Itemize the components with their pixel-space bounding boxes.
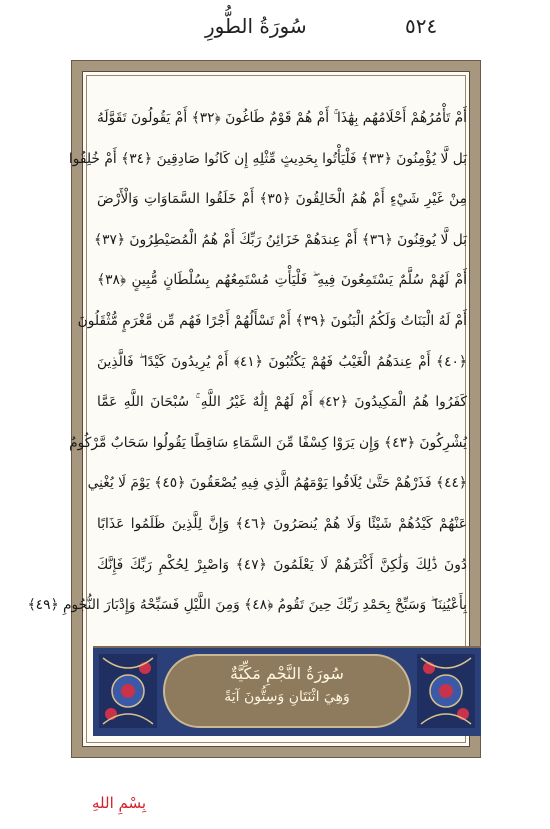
text-line: ﴿٤٤﴾ فَذَرْهُمْ حَتَّىٰ يُلَاقُوا يَوْمَهُمُ الَّذِي فِيهِ يُصْعَقُونَ ﴿٤٥﴾ يَوْمَ لَا يُغْنِي <box>87 475 467 492</box>
next-surah-info: وَهِيَ اثْنَتَانِ وَسِتُّونَ آيَةً <box>224 689 350 705</box>
text-line: مِنْ غَيْرِ شَيْءٍ أَمْ هُمُ الْخَالِقُونَ ﴿٣٥﴾ أَمْ خَلَقُوا السَّمَاوَاتِ وَالْأَرْضَ <box>97 191 467 208</box>
text-line: يُشْرِكُونَ ﴿٤٣﴾ وَإِن يَرَوْا كِسْفًا مِّنَ السَّمَاءِ سَاقِطًا يَقُولُوا سَحَابٌ مَّرْكُومٌ <box>69 434 467 451</box>
text-line: كَفَرُوا هُمُ الْمَكِيدُونَ ﴿٤٢﴾ أَمْ لَهُمْ إِلَٰهٌ غَيْرُ اللَّهِ ۚ سُبْحَانَ اللَّهِ عَمَّا <box>97 394 467 411</box>
text-line: بَل لَّا يُؤْمِنُونَ ﴿٣٣﴾ فَلْيَأْتُوا بِحَدِيثٍ مِّثْلِهِ إِن كَانُوا صَادِقِينَ ﴿٣٤﴾ أَمْ خُلِقُوا <box>68 150 467 167</box>
text-line: دُونَ ذَٰلِكَ وَلَٰكِنَّ أَكْثَرَهُمْ لَا يَعْلَمُونَ ﴿٤٧﴾ وَاصْبِرْ لِحُكْمِ رَبِّكَ فَإِنَّكَ <box>97 556 467 573</box>
page-frame-inner <box>27 71 470 747</box>
page-number: ٥٢٤ <box>405 14 438 38</box>
next-surah-title: سُورَةُ النَّجْمِ مَكِّيَّةٌ <box>230 664 344 683</box>
quran-text-block <box>27 98 467 626</box>
text-line: بِأَعْيُنِنَا ۖ وَسَبِّحْ بِحَمْدِ رَبِّكَ حِينَ تَقُومُ ﴿٤٨﴾ وَمِنَ اللَّيْلِ فَسَبِّحْهُ وَإِدْبَارَ النُّجُومِ ﴿٤٩﴾ <box>27 597 467 614</box>
floral-ornament-icon <box>417 654 475 728</box>
floral-ornament-icon <box>99 654 157 728</box>
text-line: ﴿٤٠﴾ أَمْ عِندَهُمُ الْغَيْبُ فَهُمْ يَكْتُبُونَ ﴿٤١﴾ أَمْ يُرِيدُونَ كَيْدًا ۖ فَالَّذِينَ <box>97 353 467 370</box>
text-line: أَمْ تَأْمُرُهُمْ أَحْلَامُهُم بِهَٰذَا ۚ أَمْ هُمْ قَوْمٌ طَاغُونَ ﴿٣٢﴾ أَمْ يَقُولُونَ تَقَوَّلَهُ <box>97 110 467 126</box>
surah-title: سُورَةُ الطُّورِ <box>205 14 307 38</box>
basmala-catchword: بِسْمِ اللهِ <box>92 794 147 812</box>
text-line: أَمْ لَهُ الْبَنَاتُ وَلَكُمُ الْبَنُونَ ﴿٣٩﴾ أَمْ تَسْأَلُهُمْ أَجْرًا فَهُم مِّن مَّغْرَمٍ مُّثْقَلُونَ <box>77 312 467 329</box>
surah-banner <box>93 646 481 736</box>
text-line: أَمْ لَهُمْ سُلَّمٌ يَسْتَمِعُونَ فِيهِ ۖ فَلْيَأْتِ مُسْتَمِعُهُم بِسُلْطَانٍ مُّبِينٍ ﴿٣٨﴾ <box>97 272 467 289</box>
text-line: عَنْهُمْ كَيْدُهُمْ شَيْئًا وَلَا هُمْ يُنصَرُونَ ﴿٤٦﴾ وَإِنَّ لِلَّذِينَ ظَلَمُوا عَذَابًا <box>97 515 467 532</box>
page-frame <box>27 60 481 758</box>
surah-cartouche <box>163 654 411 728</box>
page-header <box>0 0 550 58</box>
text-line: بَل لَّا يُوقِنُونَ ﴿٣٦﴾ أَمْ عِندَهُمْ خَزَائِنُ رَبِّكَ أَمْ هُمُ الْمُصَيْطِرُونَ ﴿٣٧﴾ <box>93 231 467 248</box>
